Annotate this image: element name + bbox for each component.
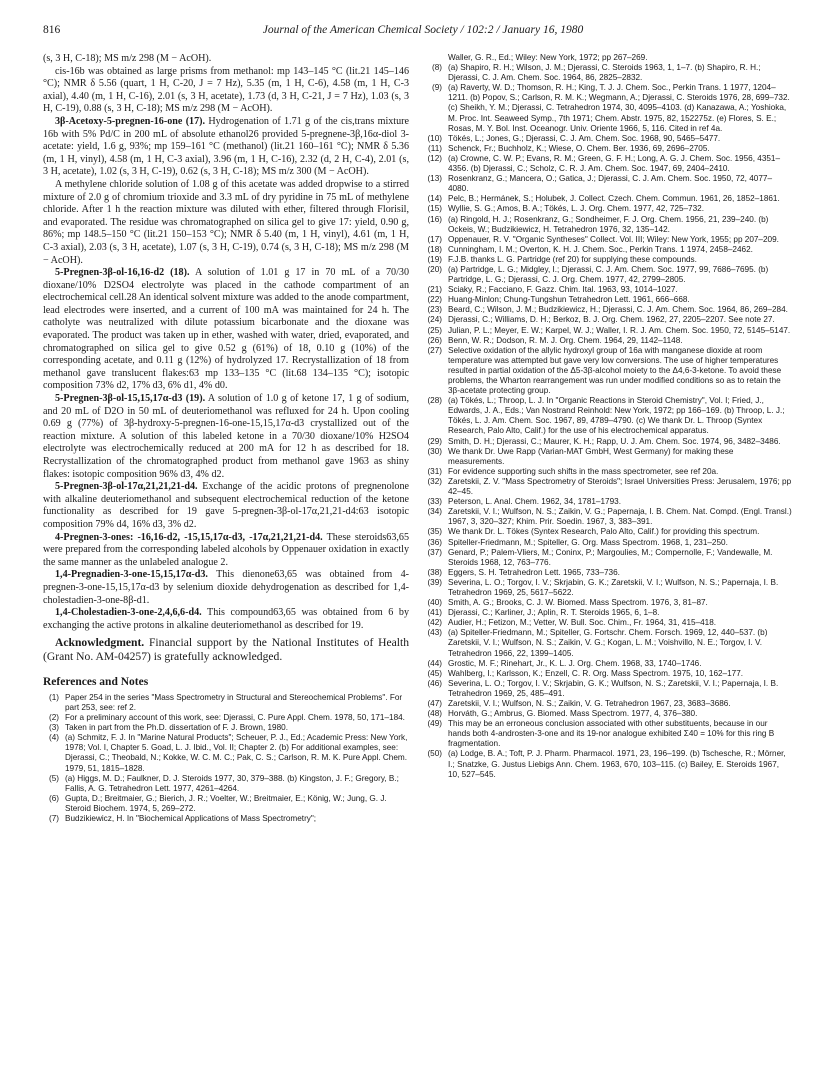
reference-entry [426,618,792,628]
reference-number: (37) [427,547,442,557]
reference-text: Schenck, Fr.; Buchholz, K.; Wiese, O. Chem. Ber. 1936, 69, 2696–2705. [448,143,710,153]
reference-number: (22) [427,295,442,305]
experimental-paragraph [43,569,409,607]
reference-number: (28) [427,396,442,406]
reference-number: (45) [427,668,442,678]
reference-text: Benn, W. R.; Dodson, R. M. J. Org. Chem. 1964, 29, 1142–1148. [448,335,683,345]
reference-text: (a) Partridge, L. G.; Midgley, I.; Djerassi, C. J. Am. Chem. Soc. 1977, 99, 7686–7695. (b) Partridge, L. G.; Djerassi, C. J. Org. Chem. 1977, 42, 2799–2805. [448,264,769,285]
reference-number: (31) [427,466,442,476]
compound-heading: 4-Pregnen-3-ones: -16,16-d2, -15,15,17α-d3, -17α,21,21,21-d4. [55,531,323,543]
reference-text: (a) Raverty, W. D.; Thomson, R. H.; King, T. J. J. Chem. Soc., Perkin Trans. 1 1977, 1204–1211. (b) Popov, S.; Carlson, R. M. K.; Wegmann, A.; Djerassi, C. Steroids 1976, 28, 699–732. (c) Sheikh, Y. M.; Djerassi, C. Tetrahedron 1974, 30, 4095–4103. (d) Kanazawa, A.; Yoshioka, M. Proc. Int. Seaweed Symp., 7th 1971; Chem. Abstr. 1975, 82, 152275z. (e) Flores, S. E.; Rosas, M. Y. Bol. Inst. Oceanogr. Univ. Oriente 1966, 5, 116. Cited in ref 4a. [448,83,790,133]
paragraph-text: A methylene chloride solution of 1.08 g of this acetate was added dropwise to a stirred mixture of 2.0 g of chromium trioxide and 3.3 mL of dry pyridine in 75 mL of methylene chloride. After 1 h the reaction mixture was diluted with ether, filtered through Florisil, and evaporated. The residue was chromatographed on silica gel to give 17: yield, 0.90 g, 86%; mp 148.5–150 °C (lit.21 150–153 °C); NMR δ 5.40 (m, 1 H, vinyl), 4.61 (m, 1 H, C-3 axial), 2.03 (s, 3 H, acetate), 1.07 (s, 3 H, C-19), 0.74 (s, 3 H, C-18); MS m/z 298 (M − AcOH). [43,178,409,266]
reference-text: Cunningham, I. M.; Overton, K. H. J. Chem. Soc., Perkin Trans. 1 1974, 2458–2462. [448,244,753,254]
reference-text: For a preliminary account of this work, see: Djerassi, C. Pure Appl. Chem. 1978, 50, 171–184. [65,713,405,723]
reference-text: This may be an erroneous conclusion associated with other substituents, because in our hands both 4-androsten-3-one and its 19-nor analogue exhibited Σ40 = 10% for this ring B fragmentation. [448,719,775,749]
reference-number: (13) [427,174,442,184]
reference-text: (a) Tökés, L.; Throop, L. J. In "Organic Reactions in Steroid Chemistry", Vol. I; Fried, J., Edwards, J. A., Eds.; Van Nostrand Reinhold: New York, 1972; pp 166–169. (b) Throop, L. J.; Tökés, L. J. Am. Chem. Soc. 1967, 89, 4789–4790. (c) We thank Dr. L. Throop (Syntex Research, Palo Alto, Calif.) for the use of his electrochemical apparatus. [448,396,785,436]
reference-text: Selective oxidation of the allylic hydroxyl group of 16a with manganese dioxide at room temperature was attempted but gave very low conversions. The use of higher temperatures resulted in partial oxidation of the Δ5-3β-alcohol moiety to the Δ4,6-3-ketone. To avoid these problems, the Wharton rearrangement was run under modified conditions so as to retain the 3β-acetate protecting group. [448,345,782,396]
experimental-paragraph [43,179,409,267]
experimental-section [43,53,409,632]
reference-entry [43,814,409,824]
references-heading: References and Notes [43,676,149,689]
reference-number: (50) [427,749,442,759]
page-header [43,24,783,40]
reference-text: Grostic, M. F.; Rinehart, Jr., K. L. J. Org. Chem. 1968, 33, 1740–1746. [448,658,702,668]
compound-heading: 3β-Acetoxy-5-pregnen-16-one (17). [55,115,206,127]
reference-text: Eggers, S. H. Tetrahedron Lett. 1965, 733–736. [448,567,620,577]
reference-number: (39) [427,577,442,587]
paragraph-text: cis-16b was obtained as large prisms from methanol: mp 143–145 °C (lit.21 145–146 °C); NMR δ 5.56 (quart, 1 H, C-20, J = 7 Hz), 5.35 (m, 1 H, C-6), 4.58 (m, 1 H, C-3 axial), 4.40 (m, 1 H, C-16), 2.01 (s, 3 H, acetate), 1.73 (d, 3 H, C-21, J = 7 Hz), 1.03 (s, 3 H, C-19), 0.88 (s, 3 H, C-18); MS m/z 298 (M − AcOH). [43,65,409,115]
reference-number: (18) [427,244,442,254]
reference-number: (2) [48,713,59,723]
reference-number [426,53,448,63]
reference-number: (35) [427,527,442,537]
reference-entry [426,628,792,658]
reference-text: Taken in part from the Ph.D. dissertation of F. J. Brown, 1980. [65,723,288,733]
paragraph-text: A solution of 1.0 g of ketone 17, 1 g of sodium, and 20 mL of D2O in 50 mL of deuteriomethanol was refluxed for 24 h. Upon cooling 0.69 g (77%) of 3β-hydroxy-5-pregnen-16-one-15,15,17α-d3 crystallized out of the reaction mixture. A solution of this labeled ketone in a 70/30 dioxane/10% H2SO4 electrolyte was electrochemically reduced at 200 mA for 12 h as described for 18. Recrystallization of the chromatographed product from methanol gave 1963 as shiny flakes: isotopic composition 96% d3, 4% d2. [43,393,409,480]
reference-text: Smith, A. G.; Brooks, C. J. W. Biomed. Mass Spectrom. 1976, 3, 81–87. [448,598,708,608]
reference-number: (10) [427,133,442,143]
references-list-left [43,693,409,824]
reference-entry [426,134,792,144]
reference-entry [426,235,792,245]
reference-entry [426,326,792,336]
reference-number: (26) [427,335,442,345]
right-column [426,53,792,1063]
reference-number: (8) [431,63,442,73]
reference-number: (29) [427,436,442,446]
reference-number: (32) [427,476,442,486]
experimental-paragraph [43,116,409,179]
reference-text: Zaretskii, V. I.; Wulfson, N. S.; Zaikin, V. G.; Papernaja, I. B. Chem. Nat. Compd. (Engl. Transl.) 1967, 3, 320–327; Khim. Prir. Soedin. 1967, 3, 383–391. [448,507,792,527]
reference-entry [43,693,409,713]
reference-entry [426,568,792,578]
reference-text: (a) Ringold, H. J.; Rosenkranz, G.; Sondheimer, F. J. Org. Chem. 1956, 21, 239–240. (b) Ockeis, W.; Budzikiewicz, H. Tetrahedron 1976, 32, 135–142. [448,214,769,234]
reference-text: Rosenkranz, G.; Mancera, O.; Gatica, J.; Djerassi, C. J. Am. Chem. Soc. 1950, 72, 4077–4080. [448,174,772,194]
reference-number: (20) [427,264,442,274]
reference-entry [426,527,792,537]
reference-text: Peterson, L. Anal. Chem. 1962, 34, 1781–1793. [448,497,621,507]
reference-text: Wyllie, S. G.; Amos, B. A.; Tökés, L. J. Org. Chem. 1977, 42, 725–732. [448,204,704,214]
reference-text: Tökés, L.; Jones, G.; Djerassi, C. J. Am. Chem. Soc. 1968, 90, 5465–5477. [448,133,721,143]
reference-number: (33) [427,497,442,507]
paragraph-text: Exchange of the acidic protons of pregnenolone with alkaline deuteriomethanol and subsequent electrochemical reduction of the ketone functionality as described for 19 gave 5-pregnen-3β-ol-17α,21,21-d4:63 isotopic composition 79% d4, 16% d3, 3% d2. [43,481,409,530]
reference-number: (48) [427,709,442,719]
reference-entry [426,346,792,396]
reference-entry [426,578,792,598]
reference-number: (30) [427,446,442,456]
reference-entry [426,215,792,235]
reference-number: (23) [427,305,442,315]
reference-entry [426,63,792,83]
reference-entry [426,295,792,305]
reference-entry [43,774,409,794]
reference-entry [426,305,792,315]
reference-text: (a) Shapiro, R. H.; Wilson, J. M.; Djerassi, C. Steroids 1963, 1, 1–7. (b) Shapiro, R. H.; Djerassi, C. J. Am. Chem. Soc. 1964, 86, 2825–2832. [448,63,761,83]
reference-text: Budzikiewicz, H. In "Biochemical Applications of Mass Spectrometry"; [65,814,317,824]
reference-entry [426,598,792,608]
reference-text: Paper 254 in the series "Mass Spectrometry in Structural and Stereochemical Problems". For part 253, see: ref 2. [65,692,403,712]
reference-number: (11) [428,143,442,153]
reference-number: (34) [427,507,442,517]
compound-heading: 5-Pregnen-3β-ol-17α,21,21,21-d4. [55,481,198,493]
reference-text: Wahlberg, I.; Karlsson, K.; Enzell, C. R. Org. Mass Spectrom. 1975, 10, 162–177. [448,668,744,678]
reference-entry [426,699,792,709]
paragraph-text: This dienone63,65 was obtained from 4-pregnen-3-one-15,15,17α-d3 by selenium dioxide dehydrogenation as described for 1,4-cholestadien-3-one-8β-d1. [43,569,409,606]
reference-number: (42) [427,618,442,628]
reference-text: Genard, P.; Palem-Vliers, M.; Coninx, P.; Margoulies, M.; Compernolle, F.; Vandewalle, M. Steroids 1968, 12, 763–776. [448,547,773,567]
paragraph-text: This compound63,65 was obtained from 6 by exchanging the active protons in alkaline deuteriomethanol as described for 19. [43,607,409,631]
left-column [43,53,409,1063]
experimental-paragraph [43,532,409,570]
reference-number: (47) [427,699,442,708]
reference-text: Horváth, G.; Ambrus, G. Biomed. Mass Spectrom. 1977, 4, 376–380. [448,709,698,719]
reference-entry [426,437,792,447]
reference-entry [426,709,792,719]
reference-text: Djerassi, C.; Karliner, J.; Aplin, R. T. Steroids 1965, 6, 1–8. [448,608,660,618]
reference-number: (5) [48,773,59,783]
reference-text: Gupta, D.; Breitmaier, G.; Bierich, J. R.; Voelter, W.; Breitmaier, E.; König, W.; Jung, G. J. Steroid Biochem. 1974, 5, 269–272. [65,793,387,813]
reference-number: (41) [427,608,442,618]
paragraph-text: These steroids63,65 were prepared from the corresponding labeled alcohols by Oppenauer oxidation in exactly the same manner as the unlabeled analogue 2. [43,531,409,568]
reference-entry [426,194,792,204]
reference-entry [426,255,792,265]
acknowledgment [43,636,409,664]
reference-number: (46) [427,678,442,688]
reference-text: (a) Lodge, B. A.; Toft, P. J. Pharm. Pharmacol. 1971, 23, 196–199. (b) Tschesche, R.; Mörner, I.; Snatzke, G. Justus Liebigs Ann. Chem. 1963, 670, 103–115. (c) Bailey, E. Steroids 1967, 10, 527–545. [448,749,786,779]
reference-text: Oppenauer, R. V. "Organic Syntheses" Collect. Vol. III; Wiley: New York, 1955; pp 207–209. [448,234,779,244]
acknowledgment-text: Financial support by the National Institutes of Health (Grant No. AM-04257) is gratefully acknowledged. [43,636,409,664]
paragraph-text: (s, 3 H, C-18); MS m/z 298 (M − AcOH). [43,53,212,64]
reference-entry [426,265,792,285]
reference-entry [426,497,792,507]
reference-number: (25) [427,325,442,335]
reference-entry [426,396,792,436]
reference-number: (1) [48,692,59,702]
reference-entry [426,315,792,325]
reference-entry [43,733,409,773]
reference-entry [426,245,792,255]
compound-heading: 1,4-Pregnadien-3-one-15,15,17α-d3. [55,569,208,581]
reference-entry [426,336,792,346]
reference-number: (44) [427,658,442,668]
reference-number: (17) [427,234,442,244]
experimental-paragraph [43,267,409,393]
reference-text: Beard, C.; Wilson, J. M.; Budzikiewicz, H.; Djerassi, C. J. Am. Chem. Soc. 1964, 86, 269–284. [448,305,788,315]
reference-number: (6) [48,793,59,803]
reference-entry [426,285,792,295]
reference-number: (21) [427,285,442,295]
reference-entry [426,538,792,548]
acknowledgment-heading: Acknowledgment. [55,636,145,650]
reference-number: (7) [48,814,59,824]
reference-text: Audier, H.; Fetizon, M.; Vetter, W. Bull. Soc. Chim., Fr. 1964, 31, 415–418. [448,618,717,628]
reference-text: (a) Crowne, C. W. P.; Evans, R. M.; Green, G. F. H.; Long, A. G. J. Chem. Soc. 1956, 4351–4356. (b) Djerassi, C.; Scholz, C. R. J. Am. Chem. Soc. 1947, 69, 2404–2410. [448,153,781,174]
experimental-paragraph [43,66,409,116]
reference-number: (14) [427,194,442,204]
reference-text: Severina, L. O.; Torgov, I. V.; Skrjabin, G. K.; Zaretskii, V. I.; Wulfson, N. S.; Papernaja, I. B. Tetrahedron 1969, 25, 5617–5622. [448,577,779,597]
reference-entry [426,507,792,527]
reference-number: (16) [427,214,442,224]
reference-number: (15) [427,204,442,214]
reference-entry [426,719,792,749]
reference-entry [426,174,792,194]
compound-heading: 5-Pregnen-3β-ol-16,16-d2 (18). [55,267,190,279]
reference-entry [426,154,792,174]
reference-entry [426,467,792,477]
reference-entry [43,713,409,723]
reference-entry [426,608,792,618]
page-number: 816 [43,24,61,36]
reference-text: Severina, L. O.; Torgov, I. V.; Skrjabin, G. K.; Wulfson, N. S.; Zaretskii, V. I.; Papernaja, I. B. Tetrahedron 1969, 25, 485–491. [448,678,779,698]
reference-text: Zaretskii, V. I.; Wulfson, N. S.; Zaikin, V. G. Tetrahedron 1967, 23, 3683–3686. [448,699,731,708]
reference-entry [426,204,792,214]
reference-text: F.J.B. thanks L. G. Partridge (ref 20) for supplying these compounds. [448,254,697,264]
reference-entry [426,659,792,669]
reference-text: Julian, P. L.; Meyer, E. W.; Karpel, W. J.; Waller, I. R. J. Am. Chem. Soc. 1950, 72, 5145–5147. [448,325,791,335]
reference-number: (9) [431,83,442,93]
reference-text: (a) Schmitz, F. J. In "Marine Natural Products"; Scheuer, P. J., Ed.; Academic Press: New York, 1978; Vol. I, Chapter 5. Goad, L. J. Ibid., Vol. II; Chapter 2. (b) For additional examples, see: Djerassi, C.; Theobald, N.; Kokke, W. C. M. C.; Pak, C. S.; Carlson, R. M. K. Pure Appl. Chem. 1979, 51, 1815–1828. [65,733,408,773]
reference-text: Sciaky, R.; Facciano, F. Gazz. Chim. Ital. 1963, 93, 1014–1027. [448,285,678,295]
reference-number: (43) [427,628,442,638]
reference-entry [426,679,792,699]
reference-text: (a) Higgs, M. D.; Faulkner, D. J. Steroids 1977, 30, 379–388. (b) Kingston, J. F.; Gregory, B.; Fallis, A. G. Tetrahedron Lett. 1977, 4261–4264. [65,773,399,793]
paragraph-text: A solution of 1.01 g 17 in 70 mL of a 70/30 dioxane/10% D2SO4 electrolyte was placed in the cathode compartment of an electrochemical cell.28 An identical solvent mixture was added to the anode compartment, lead electrodes were inserted, and a current of 100 mA was maintained for 24 h. The catholyte was neutralized with dilute potassium bicarbonate and the dioxane was evaporated. The product was taken up in ether, washed with water, dried, evaporated, and chromatographed on silica gel to give 0.52 g (61%) of 18, 0.10 g (10%) of the corresponding acetate, and 0.11 g (12%) of hydrolyzed 17. Recrystallization of 18 from methanol gave translucent flakes:63 mp 133–135 °C (lit.68 134–135 °C); isotopic composition 73% d2, 17% d3, 6% d1, 4% d0. [43,267,409,392]
experimental-paragraph [43,481,409,531]
reference-number: (4) [48,733,59,743]
reference-text: Spiteller-Friedmann, M.; Spiteller, G. Org. Mass Spectrom. 1968, 1, 231–250. [448,537,728,547]
reference-text: We thank Dr. Uwe Rapp (Varian-MAT GmbH, West Germany) for making these measurements. [448,446,734,466]
reference-entry [426,53,792,63]
paragraph-text: Hydrogenation of 1.71 g of the cis,trans mixture 16b with 5% Pd/C in 200 mL of absolute ethanol26 provided 5-pregnene-3β,16α-diol 3-acetate: yield, 1.6 g, 93%; mp 159–161 °C (methanol) (lit.21 160–161 °C); NMR δ 5.36 (m, 1 H, vinyl), 4.58 (m, 1 H, C-3 axial), 3.96 (m, 1 H, C-16), 2.32 (d, 2 H, C-4), 2.01 (s, 3 H, acetate), 1.02 (s, 3 H, C-19), 0.62 (s, 3 H, C-18); MS m/z 300 (M − AcOH). [43,115,409,178]
reference-text: Zaretskii, Z. V. "Mass Spectrometry of Steroids"; Israel Universities Press: Jerusalem, 1976; pp 42–45. [448,476,792,497]
reference-entry [426,669,792,679]
compound-heading: 5-Pregnen-3β-ol-15,15,17α-d3 (19). [55,393,206,405]
reference-entry [426,447,792,467]
reference-number: (49) [427,719,442,729]
reference-text: Smith, D. H.; Djerassi, C.; Maurer, K. H.; Rapp, U. J. Am. Chem. Soc. 1974, 96, 3482–3486. [448,436,781,446]
reference-entry [43,794,409,814]
reference-entry [426,548,792,568]
reference-text: Huang-Minlon; Chung-Tungshun Tetrahedron Lett. 1961, 666–668. [448,295,690,305]
reference-entry [43,723,409,733]
reference-number: (27) [427,345,442,355]
reference-entry [426,83,792,133]
journal-running-head: Journal of the American Chemical Society / 102:2 / January 16, 1980 [262,24,584,36]
reference-text: Waller, G. R., Ed.; Wiley: New York, 1972; pp 267–269. [448,53,648,62]
reference-number: (38) [427,567,442,577]
reference-entry [426,144,792,154]
reference-number: (12) [427,153,442,163]
references-list-right [426,53,792,780]
reference-number: (24) [427,315,442,325]
reference-number: (40) [427,598,442,608]
reference-text: For evidence supporting such shifts in the mass spectrometer, see ref 20a. [448,466,719,476]
experimental-paragraph [43,607,409,632]
experimental-paragraph [43,393,409,481]
reference-entry [426,749,792,779]
reference-number: (36) [427,537,442,547]
reference-number: (19) [427,254,442,264]
reference-entry [426,477,792,497]
reference-text: We thank Dr. L. Tökes (Syntex Research, Palo Alto, Calif.) for providing this spectrum. [448,527,760,537]
experimental-paragraph [43,53,409,66]
reference-text: (a) Spiteller-Friedmann, M.; Spiteller, G. Fortschr. Chem. Forsch. 1969, 12, 440–537. (b) Zaretskii, V. I.; Wulfson, N. S.; Zaikin, V. G.; Kogan, L. M.; Voishvillo, N. E.; Torgov, I. V. Tetrahedron 1966, 22, 1399–1405. [448,628,768,658]
compound-heading: 1,4-Cholestadien-3-one-2,4,6,6-d4. [55,607,202,619]
reference-text: Pelc, B.; Hermánek, S.; Holubek, J. Collect. Czech. Chem. Commun. 1961, 26, 1852–1861. [448,194,780,204]
reference-number: (3) [48,723,59,733]
reference-text: Djerassi, C.; Williams, D. H.; Berkoz, B. J. Org. Chem. 1962, 27, 2205–2207. See note 27. [448,315,775,325]
